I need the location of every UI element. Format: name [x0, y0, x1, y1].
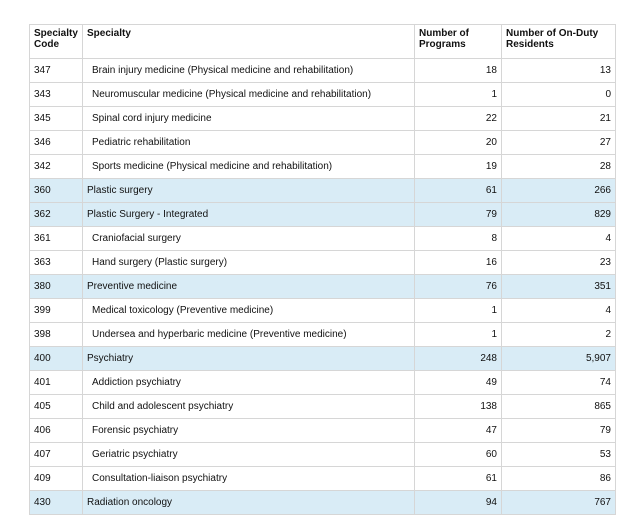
specialty-code-cell: 409 [30, 467, 83, 491]
specialty-name-cell: Plastic Surgery - Integrated [83, 203, 415, 227]
specialty-name-cell: Forensic psychiatry [83, 419, 415, 443]
specialty-name-cell: Psychiatry [83, 347, 415, 371]
programs-count-cell: 1 [415, 299, 502, 323]
residents-count-cell: 13 [502, 59, 616, 83]
table-row [30, 395, 616, 419]
programs-count-cell: 16 [415, 251, 502, 275]
table-row [30, 107, 616, 131]
specialty-name-cell: Sports medicine (Physical medicine and rehabilitation) [83, 155, 415, 179]
residents-count-cell: 21 [502, 107, 616, 131]
table-row [30, 323, 616, 347]
table-row [30, 419, 616, 443]
specialty-name-cell: Hand surgery (Plastic surgery) [83, 251, 415, 275]
specialty-code-cell: 405 [30, 395, 83, 419]
specialty-code-cell: 406 [30, 419, 83, 443]
specialty-name-cell: Undersea and hyperbaric medicine (Preventive medicine) [83, 323, 415, 347]
specialty-name-cell: Brain injury medicine (Physical medicine and rehabilitation) [83, 59, 415, 83]
table-row [30, 83, 616, 107]
programs-count-cell: 22 [415, 107, 502, 131]
specialty-name-cell: Addiction psychiatry [83, 371, 415, 395]
table-row [30, 299, 616, 323]
specialty-code-cell: 342 [30, 155, 83, 179]
specialty-code-cell: 361 [30, 227, 83, 251]
specialty-name-cell: Radiation oncology [83, 491, 415, 515]
specialty-code-cell: 347 [30, 59, 83, 83]
specialty-name-cell: Medical toxicology (Preventive medicine) [83, 299, 415, 323]
programs-count-cell: 20 [415, 131, 502, 155]
programs-count-cell: 60 [415, 443, 502, 467]
residents-count-cell: 74 [502, 371, 616, 395]
specialty-table-container [29, 24, 615, 515]
programs-count-cell: 76 [415, 275, 502, 299]
header-specialty-code: Specialty Code [30, 25, 83, 59]
residents-count-cell: 53 [502, 443, 616, 467]
specialty-code-cell: 400 [30, 347, 83, 371]
residents-count-cell: 4 [502, 227, 616, 251]
specialty-code-cell: 345 [30, 107, 83, 131]
residents-count-cell: 767 [502, 491, 616, 515]
residents-count-cell: 86 [502, 467, 616, 491]
specialty-name-cell: Plastic surgery [83, 179, 415, 203]
specialty-code-cell: 401 [30, 371, 83, 395]
residents-count-cell: 79 [502, 419, 616, 443]
table-row [30, 179, 616, 203]
specialty-name-cell: Neuromuscular medicine (Physical medicine and rehabilitation) [83, 83, 415, 107]
table-row [30, 155, 616, 179]
header-row [30, 25, 616, 59]
residents-count-cell: 4 [502, 299, 616, 323]
table-row [30, 203, 616, 227]
programs-count-cell: 61 [415, 179, 502, 203]
header-number-of-residents: Number of On-Duty Residents [502, 25, 616, 59]
table-row [30, 131, 616, 155]
specialty-code-cell: 343 [30, 83, 83, 107]
residents-count-cell: 0 [502, 83, 616, 107]
programs-count-cell: 1 [415, 83, 502, 107]
residents-count-cell: 2 [502, 323, 616, 347]
programs-count-cell: 61 [415, 467, 502, 491]
residents-count-cell: 865 [502, 395, 616, 419]
table-header [30, 25, 616, 59]
programs-count-cell: 19 [415, 155, 502, 179]
programs-count-cell: 138 [415, 395, 502, 419]
specialty-code-cell: 399 [30, 299, 83, 323]
specialty-code-cell: 407 [30, 443, 83, 467]
programs-count-cell: 47 [415, 419, 502, 443]
specialty-code-cell: 380 [30, 275, 83, 299]
residents-count-cell: 351 [502, 275, 616, 299]
specialty-name-cell: Consultation-liaison psychiatry [83, 467, 415, 491]
programs-count-cell: 49 [415, 371, 502, 395]
specialty-code-cell: 363 [30, 251, 83, 275]
specialty-name-cell: Spinal cord injury medicine [83, 107, 415, 131]
specialty-name-cell: Pediatric rehabilitation [83, 131, 415, 155]
programs-count-cell: 18 [415, 59, 502, 83]
table-row [30, 467, 616, 491]
specialty-name-cell: Geriatric psychiatry [83, 443, 415, 467]
specialty-code-cell: 360 [30, 179, 83, 203]
table-row [30, 227, 616, 251]
table-row [30, 251, 616, 275]
programs-count-cell: 1 [415, 323, 502, 347]
header-number-of-programs: Number of Programs [415, 25, 502, 59]
specialty-code-cell: 362 [30, 203, 83, 227]
table-row [30, 275, 616, 299]
specialty-table [29, 24, 616, 515]
table-row [30, 443, 616, 467]
specialty-code-cell: 398 [30, 323, 83, 347]
table-body [30, 59, 616, 515]
programs-count-cell: 94 [415, 491, 502, 515]
table-row [30, 59, 616, 83]
specialty-code-cell: 346 [30, 131, 83, 155]
residents-count-cell: 23 [502, 251, 616, 275]
specialty-name-cell: Child and adolescent psychiatry [83, 395, 415, 419]
residents-count-cell: 27 [502, 131, 616, 155]
programs-count-cell: 79 [415, 203, 502, 227]
programs-count-cell: 8 [415, 227, 502, 251]
header-specialty: Specialty [83, 25, 415, 59]
table-row [30, 371, 616, 395]
specialty-name-cell: Preventive medicine [83, 275, 415, 299]
residents-count-cell: 28 [502, 155, 616, 179]
table-row [30, 347, 616, 371]
residents-count-cell: 5,907 [502, 347, 616, 371]
residents-count-cell: 266 [502, 179, 616, 203]
residents-count-cell: 829 [502, 203, 616, 227]
specialty-code-cell: 430 [30, 491, 83, 515]
specialty-name-cell: Craniofacial surgery [83, 227, 415, 251]
programs-count-cell: 248 [415, 347, 502, 371]
